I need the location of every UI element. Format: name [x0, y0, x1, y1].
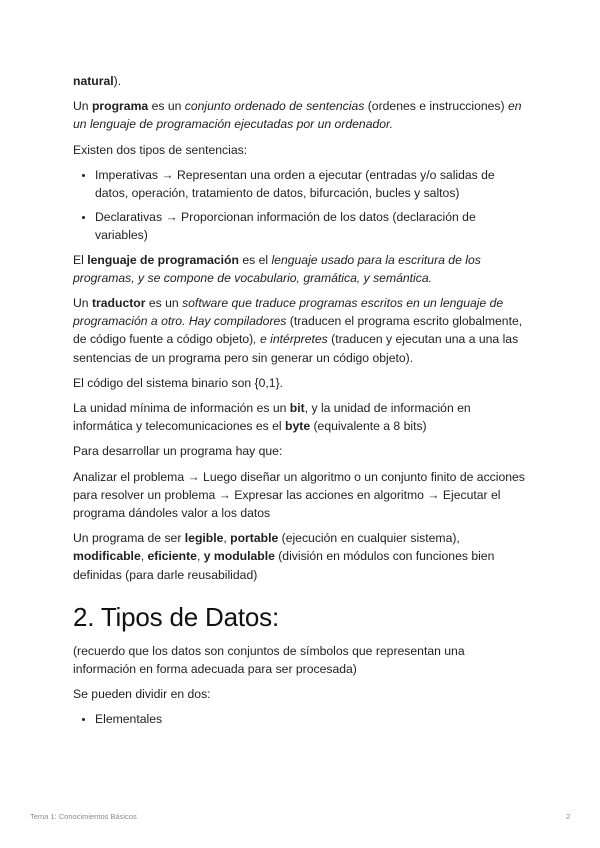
footer-title: Tema 1: Conocimientos Básicos — [30, 812, 137, 821]
paragraph-bit-byte: La unidad mínima de información es un bit, y la unidad de información en informática y telecomunicaciones es el byte (equivalente a 8 bits) — [73, 401, 471, 434]
list-item: • Declarativas → Proporcionan información de los datos (declaración de variables) — [95, 208, 529, 244]
page-number: 2 — [566, 812, 571, 821]
paragraph-cualidades: Un programa de ser legible, portable (ejecución en cualquier sistema), modificable, eficiente, y modulable (división en módulos con funciones bien definidas (para darle reusabilidad) — [73, 531, 495, 582]
paragraph-recuerdo: (recuerdo que los datos son conjuntos de símbolos que representan una información en forma adecuada para ser procesada) — [73, 643, 465, 677]
paragraph-continuation: natural). — [73, 74, 122, 88]
paragraph-binario: El código del sistema binario son {0,1}. — [73, 375, 284, 390]
list-tipos — [73, 710, 529, 728]
list-item: • Imperativas → Representan una orden a ejecutar (entradas y/o salidas de datos, operación, tratamiento de datos, bifurcación, bucles y saltos) — [95, 166, 529, 202]
list-item: • Elementales — [95, 710, 529, 728]
paragraph-dividir: Se pueden dividir en dos: — [73, 687, 211, 702]
section-heading: 2. Tipos de Datos: — [73, 601, 279, 632]
paragraph-programa: Un programa es un conjunto ordenado de sentencias (ordenes e instrucciones) en un lenguaje de programación ejecutadas por un ordenador. — [73, 99, 522, 132]
paragraph-traductor: Un traductor es un software que traduce programas escritos en un lenguaje de programación a otro. Hay compiladores (traducen el programa escrito globalmente, de código fuente a código objeto), e intérpretes (traducen y ejecutan una a una las sentencias de un programa pero sin generar un código objeto). — [73, 296, 523, 365]
list-sentencias — [73, 166, 529, 245]
paragraph-pasos: Analizar el problema → Luego diseñar un algoritmo o un conjunto finito de acciones para resolver un problema → Expresar las acciones en algoritmo → Ejecutar el programa dándoles valor a los datos — [73, 469, 525, 521]
paragraph-tipos-sentencias: Existen dos tipos de sentencias: — [73, 142, 248, 157]
paragraph-desarrollar: Para desarrollar un programa hay que: — [73, 444, 283, 459]
document-body — [73, 72, 529, 735]
paragraph-lenguaje: El lenguaje de programación es el lenguaje usado para la escritura de los programas, y se compone de vocabulario, gramática, y semántica. — [73, 252, 481, 285]
